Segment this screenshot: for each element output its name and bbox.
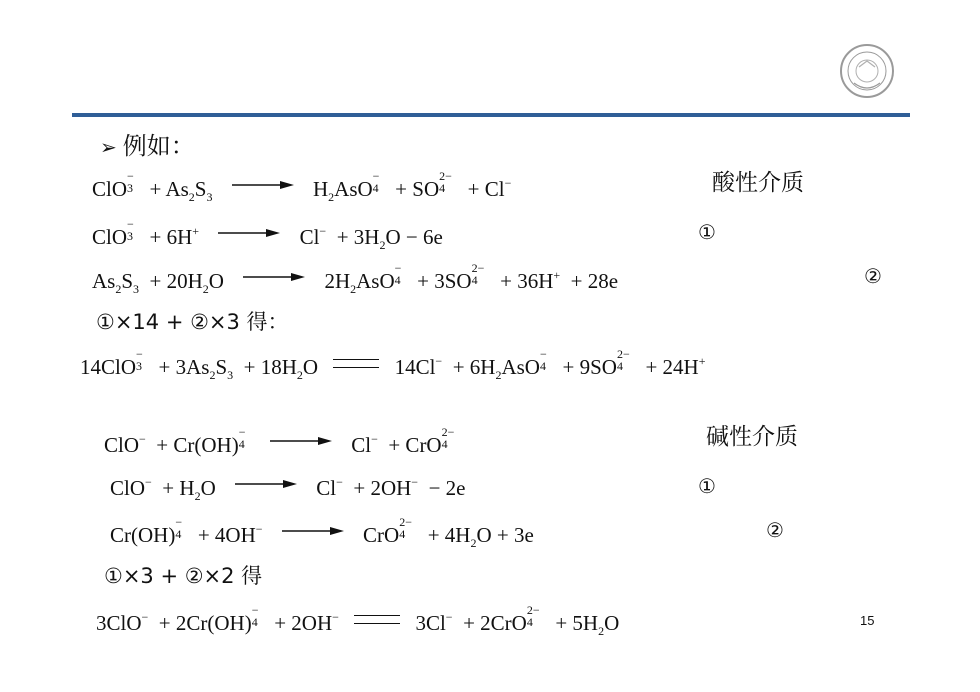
reaction-arrow: [243, 272, 305, 282]
acid-main-equation: ClO − 3 + $As_2S_3$ $H_2AsO$ − 4 + SO 2− 4 + Cl−: [92, 169, 512, 204]
page-number: 15: [860, 613, 875, 628]
equals-sign: [354, 615, 400, 624]
base-main-equation: ClO− + Cr(OH) − 4 Cl− + CrO 2− 4: [104, 425, 455, 457]
reaction-arrow: [232, 180, 294, 190]
example-heading-text: 例如：: [122, 132, 195, 160]
reaction-arrow: [282, 526, 344, 536]
example-heading: [100, 126, 195, 161]
base-total-equation: 3ClO− + 2Cr(OH) − 4 + 2OH− 3Cl− + 2CrO 2− 4 + $5H_2O$: [96, 603, 620, 638]
acid-half-reaction-1: ClO − 3 + 6H+ $Cl^- + 3H_2O - 6e$: [92, 217, 443, 252]
base-half2-marker: ②: [766, 518, 784, 542]
university-seal-icon: [839, 43, 895, 99]
acid-half1-marker: ①: [698, 220, 716, 244]
base-combine-instruction: ①×3 + ②×2 得: [104, 564, 263, 588]
reaction-arrow: [218, 228, 280, 238]
base-half1-marker: ①: [698, 474, 716, 498]
equals-sign: [333, 359, 379, 368]
base-half-reaction-1: $ClO^- + H_2O$ Cl− + 2OH− − 2e: [110, 475, 466, 503]
base-half-reaction-2: Cr(OH) − 4 + 4OH− CrO 2− 4 + $4H_2O + 3e$: [110, 515, 534, 550]
acid-half2-marker: ②: [864, 264, 882, 288]
acid-combine-instruction: ①×14 + ②×3 得：: [96, 310, 289, 334]
acid-total-equation: 14ClO − 3 + $3As_2S_3 + 18H_2O$ $14Cl^- + 6H_2AsO$ − 4 + 9SO 2− 4 + 24H+: [80, 347, 706, 382]
bullet-arrow-icon: ➢: [100, 135, 117, 159]
reaction-arrow: [235, 479, 297, 489]
acid-medium-label: 酸性介质: [712, 170, 804, 196]
base-medium-label: 碱性介质: [706, 424, 798, 450]
reaction-arrow: [270, 436, 332, 446]
title-divider: [72, 113, 910, 117]
acid-half-reaction-2: $As_2S_3 + 20H_2O$ $2H_2AsO$ − 4 + 3SO 2− 4 + 36H+ + 28e: [92, 261, 619, 296]
